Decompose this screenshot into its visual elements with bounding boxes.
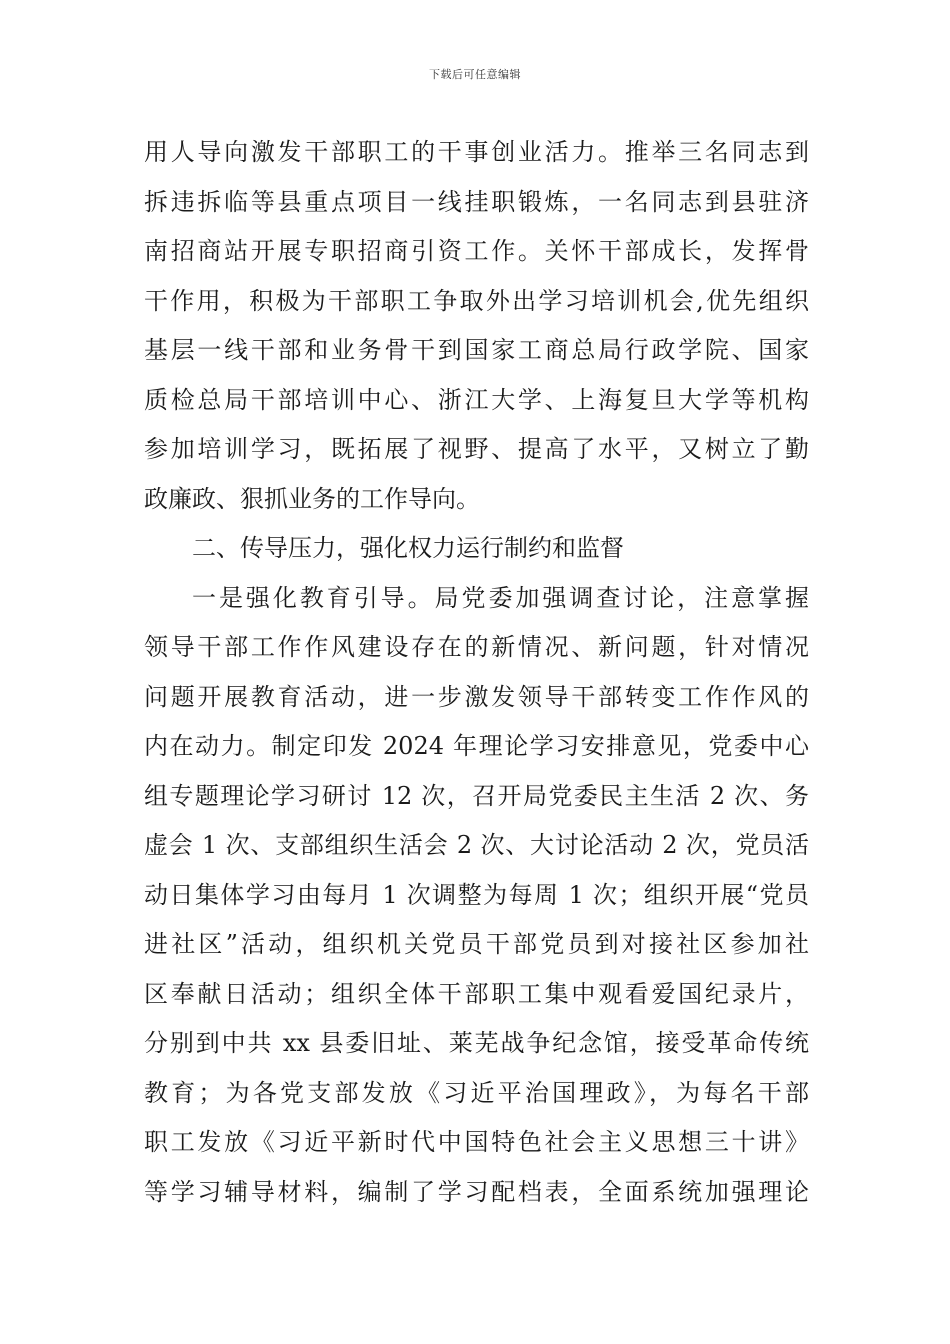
text-line: 南招商站开展专职招商引资工作。关怀干部成长，发挥骨: [144, 237, 809, 265]
document-body: [144, 128, 809, 1217]
text-line: 区奉献日活动；组织全体干部职工集中观看爱国纪录片，: [144, 979, 809, 1008]
text-line: 教育；为各党支部发放《习近平治国理政》，为每名干部: [144, 1078, 809, 1107]
section-heading: 二、传导压力，强化权力运行制约和监督: [192, 534, 624, 562]
text-line: 拆违拆临等县重点项目一线挂职锻炼，一名同志到县驻济: [144, 187, 809, 216]
text-line: 虚会 1 次、支部组织生活会 2 次、大讨论活动 2 次，党员活: [144, 831, 809, 859]
text-line: 用人导向激发干部职工的干事创业活力。推举三名同志到: [144, 138, 809, 166]
text-line: 动日集体学习由每月 1 次调整为每周 1 次；组织开展“党员: [144, 880, 809, 909]
text-line: 政廉政、狠抓业务的工作导向。: [144, 484, 480, 513]
text-line: 分别到中共 xx 县委旧址、莱芜战争纪念馆，接受革命传统: [144, 1029, 809, 1057]
text-line: 质检总局干部培训中心、浙江大学、上海复旦大学等机构: [144, 385, 809, 414]
text-line: 领导干部工作作风建设存在的新情况、新问题，针对情况: [144, 633, 809, 661]
text-line: 职工发放《习近平新时代中国特色社会主义思想三十讲》: [144, 1128, 809, 1156]
text-line: 参加培训学习，既拓展了视野、提高了水平，又树立了勤: [144, 435, 809, 463]
text-line: 基层一线干部和业务骨干到国家工商总局行政学院、国家: [144, 336, 809, 364]
text-line: 一是强化教育引导。局党委加强调查讨论，注意掌握: [192, 583, 809, 612]
page-header-note: 下载后可任意编辑: [429, 68, 521, 81]
text-line: 问题开展教育活动，进一步激发领导干部转变工作作风的: [144, 682, 809, 711]
text-line: 等学习辅导材料，编制了学习配档表，全面系统加强理论: [144, 1177, 809, 1206]
text-line: 内在动力。制定印发 2024 年理论学习安排意见，党委中心: [144, 732, 809, 760]
text-line: 干作用，积极为干部职工争取外出学习培训机会,优先组织: [144, 286, 809, 315]
text-line: 进社区”活动，组织机关党员干部党员到对接社区参加社: [144, 930, 809, 958]
text-line: 组专题理论学习研讨 12 次，召开局党委民主生活 2 次、务: [144, 781, 809, 810]
